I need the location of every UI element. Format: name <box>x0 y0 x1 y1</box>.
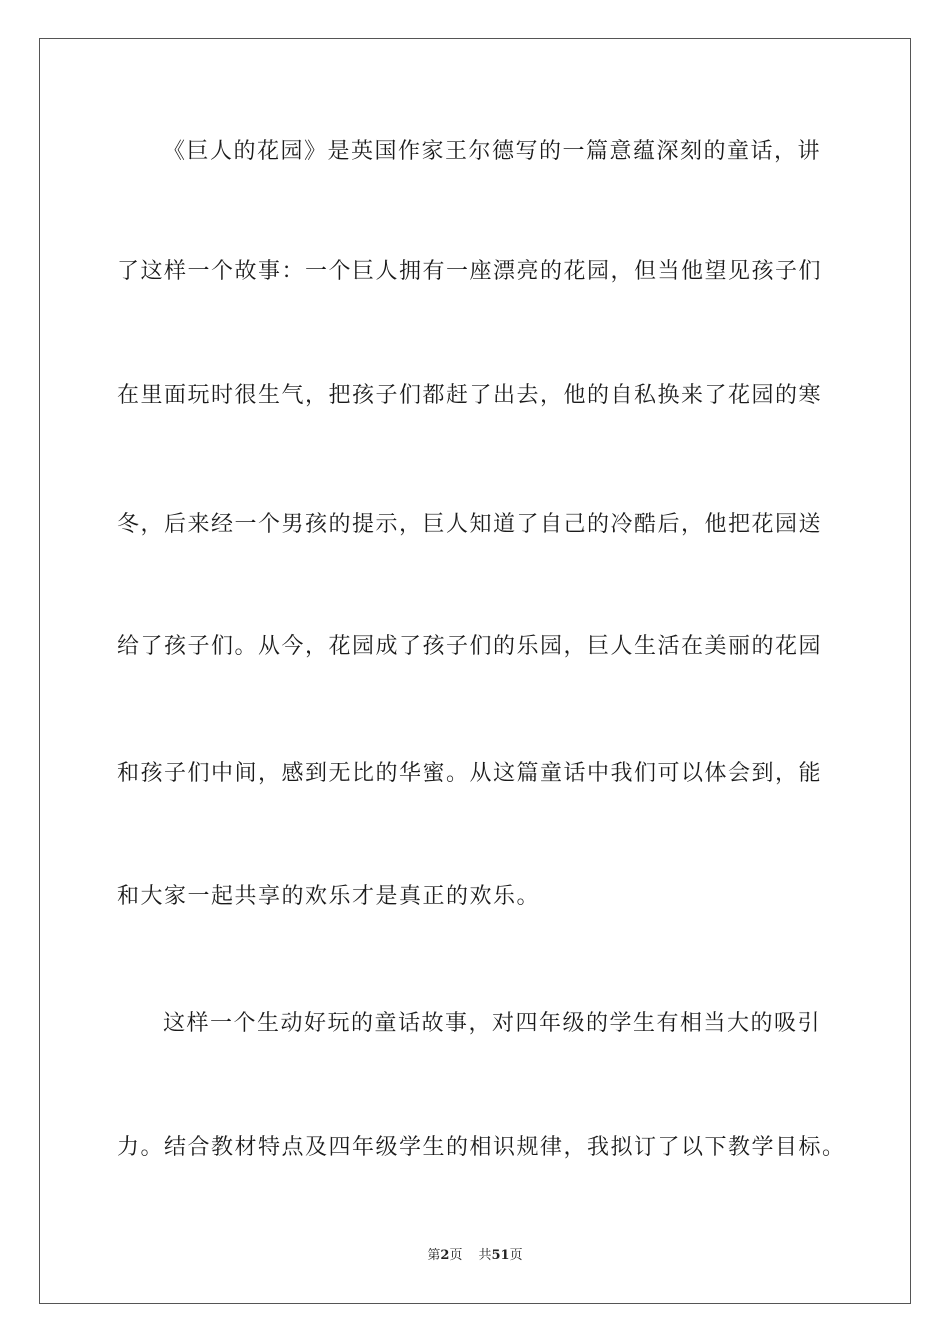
page-border <box>39 38 911 1304</box>
paragraph-line: 和孩子们中间，感到无比的华蜜。从这篇童话中我们可以体会到，能 <box>117 761 823 786</box>
paragraph-line: 冬，后来经一个男孩的提示，巨人知道了自己的冷酷后，他把花园送 <box>117 512 823 537</box>
page-prefix: 第 <box>427 1248 441 1263</box>
total-suffix: 页 <box>509 1248 523 1263</box>
paragraph-line: 《巨人的花园》是英国作家王尔德写的一篇意蕴深刻的童话，讲 <box>163 139 822 164</box>
paragraph-line: 了这样一个故事：一个巨人拥有一座漂亮的花园，但当他望见孩子们 <box>117 259 823 284</box>
total-prefix: 共 <box>478 1248 492 1263</box>
page-suffix: 页 <box>449 1248 463 1263</box>
paragraph-line: 力。结合教材特点及四年级学生的相识规律，我拟订了以下教学目标。 <box>117 1135 846 1160</box>
page-current: 2 <box>440 1248 450 1263</box>
page-footer <box>0 1246 950 1266</box>
paragraph-line: 这样一个生动好玩的童话故事，对四年级的学生有相当大的吸引 <box>163 1011 822 1036</box>
page-total: 51 <box>491 1248 510 1263</box>
paragraph-line: 给了孩子们。从今，花园成了孩子们的乐园，巨人生活在美丽的花园 <box>117 634 823 659</box>
paragraph-line: 在里面玩时很生气，把孩子们都赶了出去，他的自私换来了花园的寒 <box>117 383 823 408</box>
paragraph-line: 和大家一起共享的欢乐才是真正的欢乐。 <box>117 884 541 909</box>
